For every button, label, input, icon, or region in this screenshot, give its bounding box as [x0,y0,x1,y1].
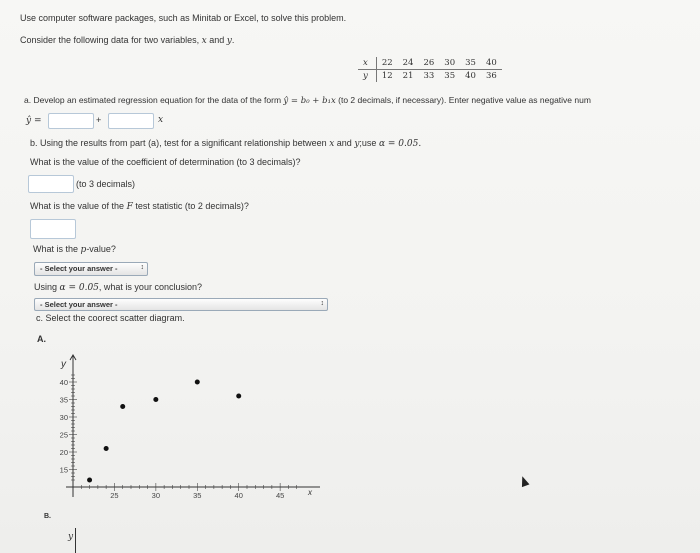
consider-label: Consider the following data for two variables, [20,35,202,45]
f-question-b: test statistic (to 2 decimals)? [135,201,249,211]
part-b-prefix: b. Using the results from part [30,138,146,148]
yhat-label: ŷ = [26,116,42,126]
data-point [120,404,125,409]
select-label: - Select your answer - [40,264,118,273]
y-tick-label: 35 [59,395,68,405]
var-y: y [354,139,360,149]
data-point [195,380,200,385]
x-tick-label: 45 [275,491,285,500]
part-b-and: and [336,138,352,148]
var-x: x [329,139,335,149]
y-cell: 40 [465,71,476,81]
select-arrow-icon: ↕ [320,300,324,307]
y-cell: 33 [423,71,435,81]
part-a-prefix: a. Develop an estimated regression equation for the data of the form [24,95,282,105]
x-axis-label: x [308,488,312,497]
f-question-a: What is the value of the [30,201,125,211]
select-arrow-icon: ↕ [140,264,144,271]
y-tick-label: 15 [59,465,68,475]
p-question-a: What is the [33,244,79,254]
consider-end: . [231,35,235,45]
option-b-label[interactable]: B. [44,513,51,520]
x-cell: 26 [418,57,439,70]
part-b-use: ;use [359,138,377,148]
conclusion-b: , what is your conclusion? [98,282,202,292]
y-axis-label: y [61,359,66,370]
data-point [104,446,109,451]
x-cell: 24 [398,57,419,70]
y-tick-label: 30 [59,413,68,422]
consider-and: and [206,35,227,45]
x-tick-label: 30 [151,491,161,500]
plus-sign: + [96,115,102,125]
p-question-b: -value? [86,244,116,254]
y-cell: 35 [444,71,456,81]
y-cell: 36 [485,71,497,81]
y-cell: 21 [402,71,414,81]
var-y: y [226,36,232,46]
p-symbol: p [80,245,87,255]
conclusion-a: Using [34,282,58,292]
chart-b-y-label: y [68,532,74,542]
x-variable: x [158,115,164,125]
y-tick-label: 25 [59,430,68,440]
r2-hint: (to 3 decimals) [76,179,136,189]
x-header: x [358,57,376,70]
x-cell: 22 [376,57,397,70]
var-x: x [201,36,207,46]
part-c-question: c. Select the coorect scatter diagram. [36,313,185,323]
x-cell: 40 [481,57,502,70]
option-a-label[interactable]: A. [37,334,46,344]
data-point [87,478,92,483]
y-tick-label: 40 [59,378,68,387]
data-point [236,394,241,399]
part-b-ref: (a) [148,138,160,148]
part-a-suffix: (to 2 decimals, if necessary). Enter negative value as negative num [338,95,591,105]
conclusion-alpha: α = 0.05 [59,283,99,293]
x-cell: 35 [460,57,481,70]
r2-question: What is the value of the coefficient of determination (to 3 decimals)? [30,157,301,167]
x-tick-label: 35 [193,491,202,500]
part-b-middle: , test for a significant relationship between [159,138,327,148]
regression-form: ŷ = b₀ + b₁x [283,96,336,106]
f-symbol: F [126,202,133,212]
x-tick-label: 25 [110,491,119,500]
select-label: - Select your answer - [40,300,118,309]
alpha-value: α = 0.05. [378,139,422,149]
y-tick-label: 20 [59,448,68,457]
y-header: y [358,70,376,83]
instruction-text: Use computer software packages, such as Minitab or Excel, to solve this problem. [20,13,347,23]
chart-b-y-axis [75,528,76,553]
x-cell: 30 [439,57,460,70]
y-cell: 12 [381,71,393,81]
x-tick-label: 40 [234,491,243,500]
data-point [153,397,158,402]
